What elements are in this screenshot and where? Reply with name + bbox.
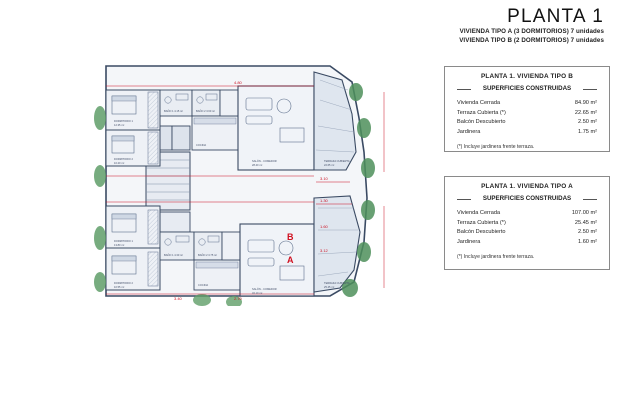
table-row <box>457 118 597 128</box>
table-row <box>457 109 597 119</box>
svg-text:10.20 m²: 10.20 m² <box>114 162 125 165</box>
svg-text:12.35 m²: 12.35 m² <box>114 124 125 127</box>
page-title: PLANTA 1 <box>507 6 604 27</box>
sheet-header <box>459 6 604 45</box>
svg-text:SALÓN - COMEDOR: SALÓN - COMEDOR <box>252 160 277 163</box>
svg-text:DORMITORIO 2: DORMITORIO 2 <box>114 158 133 161</box>
panel-vivienda-tipo-b <box>444 66 610 152</box>
unit-marker-b: B <box>287 232 294 242</box>
panel-vivienda-tipo-a <box>444 176 610 270</box>
svg-text:13.80 m²: 13.80 m² <box>114 244 125 247</box>
panel-a-title: PLANTA 1. VIVIENDA TIPO A <box>481 183 573 190</box>
panel-b-title: PLANTA 1. VIVIENDA TIPO B <box>480 73 574 80</box>
table-row <box>457 99 597 109</box>
row-label: Terraza Cubierta (*) <box>457 109 506 116</box>
row-label: Terraza Cubierta (*) <box>457 219 506 226</box>
row-value: 1.75 m² <box>578 128 597 135</box>
svg-text:3.10: 3.10 <box>320 176 328 181</box>
panel-a-note: (*) Incluye jardinera frente terraza. <box>457 254 535 260</box>
svg-text:SALÓN - COMEDOR: SALÓN - COMEDOR <box>252 288 277 291</box>
panel-b-rows <box>457 99 597 137</box>
row-label: Balcón Descubierto <box>457 229 506 235</box>
row-label: Balcón Descubierto <box>457 119 506 125</box>
svg-text:10.55 m²: 10.55 m² <box>114 286 125 289</box>
panel-a-rows <box>457 209 597 247</box>
svg-text:COCINA: COCINA <box>198 284 209 287</box>
panel-b-note: (*) Incluye jardinera frente terraza. <box>457 144 535 150</box>
table-row <box>457 228 597 238</box>
floor-plan-drawing <box>84 56 414 306</box>
row-value: 25.45 m² <box>574 219 597 226</box>
row-value: 107.00 m² <box>571 210 597 216</box>
svg-text:22.65 m²: 22.65 m² <box>324 164 335 167</box>
table-row <box>457 219 597 229</box>
svg-text:BAÑO 1 4.30 m²: BAÑO 1 4.30 m² <box>164 254 184 257</box>
svg-text:DORMITORIO 1: DORMITORIO 1 <box>114 120 133 123</box>
svg-text:TERRAZA CUBIERTA: TERRAZA CUBIERTA <box>324 160 350 163</box>
svg-text:BAÑO 2 3.75 m²: BAÑO 2 3.75 m² <box>198 254 218 257</box>
row-value: 1.60 m² <box>578 238 597 245</box>
svg-text:28.40 m²: 28.40 m² <box>252 164 263 167</box>
row-value: 2.50 m² <box>578 229 597 235</box>
panel-b-subtitle: SUPERFICIES CONSTRUIDAS <box>459 85 595 93</box>
row-label: Jardinera <box>457 238 481 245</box>
svg-text:BAÑO 1 4.15 m²: BAÑO 1 4.15 m² <box>164 110 184 113</box>
svg-text:2.70: 2.70 <box>234 296 242 301</box>
table-row <box>457 128 597 138</box>
svg-text:25.45 m²: 25.45 m² <box>324 286 335 289</box>
svg-text:1.30: 1.30 <box>320 198 328 203</box>
row-value: 84.90 m² <box>574 100 597 106</box>
svg-text:32.10 m²: 32.10 m² <box>252 292 263 295</box>
svg-text:1.60: 1.60 <box>320 224 328 229</box>
table-row <box>457 209 597 219</box>
header-subtitle-line-2: VIVIENDA TIPO B (2 DORMITORIOS) 7 unidades <box>459 36 604 44</box>
svg-text:3.40: 3.40 <box>174 296 182 301</box>
header-subtitle-line-1: VIVIENDA TIPO A (3 DORMITORIOS) 7 unidades <box>459 28 604 35</box>
svg-text:DORMITORIO 1: DORMITORIO 1 <box>114 240 133 243</box>
svg-text:COCINA: COCINA <box>196 144 207 147</box>
svg-text:4.80: 4.80 <box>234 80 242 85</box>
row-label: Vivienda Cerrada <box>457 210 501 216</box>
row-value: 22.65 m² <box>574 109 597 116</box>
panel-a-subtitle: SUPERFICIES CONSTRUIDAS <box>459 195 595 203</box>
row-label: Jardinera <box>457 128 481 135</box>
row-label: Vivienda Cerrada <box>457 100 501 106</box>
svg-text:DORMITORIO 2: DORMITORIO 2 <box>114 282 133 285</box>
table-row <box>457 238 597 248</box>
row-value: 2.50 m² <box>578 119 597 125</box>
svg-text:BAÑO 2 3.60 m²: BAÑO 2 3.60 m² <box>196 110 216 113</box>
unit-marker-a: A <box>287 255 294 265</box>
svg-text:3.12: 3.12 <box>320 248 328 253</box>
svg-text:TERRAZA CUBIERTA: TERRAZA CUBIERTA <box>324 282 350 285</box>
